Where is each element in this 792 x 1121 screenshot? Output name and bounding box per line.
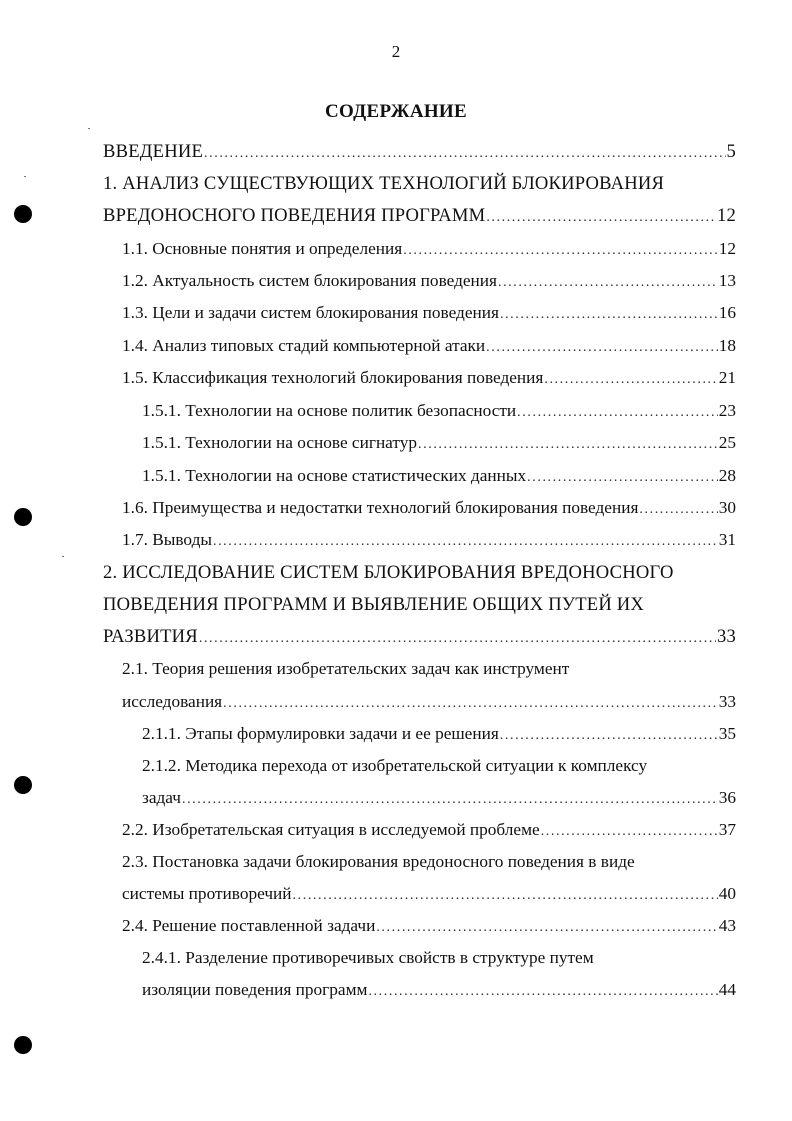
toc-entry-text: исследования [122,692,223,711]
toc-entry-page: 21 [718,368,736,387]
toc-entry-2-1[interactable] [122,659,736,683]
toc-entry-text: 1.4. Анализ типовых стадий компьютерной атаки [122,336,486,355]
toc-entry-1-5-1a[interactable] [142,401,736,425]
toc-entry-page: 33 [717,626,736,647]
leader-dots [639,502,717,518]
toc-entry-page: 44 [718,980,736,999]
toc-entry-text: 1.6. Преимущества и недостатки технологий блокирования поведения [122,498,639,517]
toc-entry-page: 40 [718,884,736,903]
toc-entry-page: 16 [718,303,736,322]
toc-entry-page: 31 [718,530,736,549]
page-number: 2 [391,42,401,61]
toc-entry-1-5-1b[interactable] [142,433,736,457]
toc-entry-2-3-cont[interactable] [122,884,736,908]
toc-entry-page: 43 [718,916,736,935]
leader-dots [500,307,718,323]
toc-entry-text: 2.2. Изобретательская ситуация в исследуемой проблеме [122,820,540,839]
toc-entry-page: 35 [718,724,736,743]
toc-entry-text: задач [142,788,181,807]
toc-entry-text: 1. АНАЛИЗ СУЩЕСТВУЮЩИХ ТЕХНОЛОГИЙ БЛОКИРОВАНИЯ [103,173,665,194]
toc-entry-2-1-2[interactable] [142,756,736,780]
scan-speck [24,176,26,177]
leader-dots [541,824,718,840]
toc-entry-1-1[interactable] [122,239,736,263]
toc-entry-2-1-2-cont[interactable] [142,788,736,812]
toc-entry-page: 12 [718,239,736,258]
toc-entry-2-2[interactable] [122,820,736,844]
toc-entry-1-3[interactable] [122,303,736,327]
toc-entry-1-2[interactable] [122,271,736,295]
toc-entry-text: 1.5.1. Технологии на основе политик безопасности [142,401,517,420]
leader-dots [544,372,717,388]
leader-dots [223,696,718,712]
toc-entry-text: 1.7. Выводы [122,530,212,549]
toc-entry-text: изоляции поведения программ [142,980,368,999]
leader-dots [204,146,725,162]
toc-entry-page: 18 [718,336,736,355]
toc-entry-page: 5 [726,141,736,162]
leader-dots [517,405,718,421]
toc-entry-chapter-2[interactable] [103,562,736,586]
toc-entry-text: ВРЕДОНОСНОГО ПОВЕДЕНИЯ ПРОГРАММ [103,205,486,226]
punch-hole [14,508,32,526]
leader-dots [486,340,718,356]
leader-dots [293,888,718,904]
toc-entry-text: 2.1.1. Этапы формулировки задачи и ее решения [142,724,499,743]
toc-entry-page: 12 [717,205,736,226]
toc-entry-page: 30 [718,498,736,517]
leader-dots [199,631,716,647]
toc-entry-text: 2.1.2. Методика перехода от изобретательской ситуации к комплексу [142,756,648,775]
punch-hole [14,776,32,794]
leader-dots [182,792,718,808]
toc-entry-1-5-1c[interactable] [142,466,736,490]
toc-entry-text: 1.5. Классификация технологий блокирования поведения [122,368,544,387]
toc-entry-chapter-1[interactable] [103,173,736,197]
toc-entry-text: 2.4. Решение поставленной задачи [122,916,376,935]
toc-entry-text: 1.1. Основные понятия и определения [122,239,403,258]
toc-entry-text: 1.5.1. Технологии на основе сигнатур [142,433,418,452]
toc-entry-page: 23 [718,401,736,420]
toc-entry-page: 33 [718,692,736,711]
leader-dots [498,275,718,291]
punch-hole [14,1036,32,1054]
leader-dots [527,470,718,486]
toc-entry-text: 2. ИССЛЕДОВАНИЕ СИСТЕМ БЛОКИРОВАНИЯ ВРЕДОНОСНОГО [103,562,674,583]
leader-dots [403,243,718,259]
toc-title: СОДЕРЖАНИЕ [325,101,467,122]
scan-speck [62,556,64,557]
toc-entry-text: 2.4.1. Разделение противоречивых свойств в структуре путем [142,948,594,967]
toc-entry-text: системы противоречий [122,884,292,903]
toc-entry-2-4-1[interactable] [142,948,736,972]
toc-entry-page: 13 [718,271,736,290]
toc-entry-chapter-2-cont[interactable] [103,594,736,618]
toc-entry-2-4[interactable] [122,916,736,940]
toc-entry-text: ПОВЕДЕНИЯ ПРОГРАММ И ВЫЯВЛЕНИЕ ОБЩИХ ПУТЕЙ ИХ [103,594,645,615]
toc-entry-page: 37 [718,820,736,839]
toc-entry-text: ВВЕДЕНИЕ [103,141,204,162]
toc-entry-text: 2.3. Постановка задачи блокирования вредоносного поведения в виде [122,852,635,871]
toc-entry-chapter-1-cont[interactable] [103,205,736,229]
toc-entry-2-1-cont[interactable] [122,692,736,716]
leader-dots [213,534,718,550]
leader-dots [500,728,718,744]
leader-dots [376,920,717,936]
toc-entry-1-4[interactable] [122,336,736,360]
leader-dots [368,984,717,1000]
toc-entry-1-5[interactable] [122,368,736,392]
toc-entry-text: 2.1. Теория решения изобретательских задач как инструмент [122,659,570,678]
toc-entry-2-3[interactable] [122,852,736,876]
toc-entry-text: РАЗВИТИЯ [103,626,198,647]
scan-speck [88,128,90,129]
toc-entry-page: 28 [718,466,736,485]
toc-entry-1-7[interactable] [122,530,736,554]
toc-entry-2-1-1[interactable] [142,724,736,748]
toc-entry-text: 1.2. Актуальность систем блокирования поведения [122,271,497,290]
toc-entry-page: 36 [718,788,736,807]
leader-dots [486,210,716,226]
toc-entry-1-6[interactable] [122,498,736,522]
leader-dots [418,437,718,453]
toc-entry-2-4-1-cont[interactable] [142,980,736,1004]
toc-entry-chapter-2-end[interactable] [103,626,736,650]
toc-entry-text: 1.3. Цели и задачи систем блокирования поведения [122,303,499,322]
toc-entry-text: 1.5.1. Технологии на основе статистических данных [142,466,527,485]
toc-entry-page: 25 [718,433,736,452]
punch-hole [14,205,32,223]
toc-entry-intro[interactable] [103,141,736,165]
